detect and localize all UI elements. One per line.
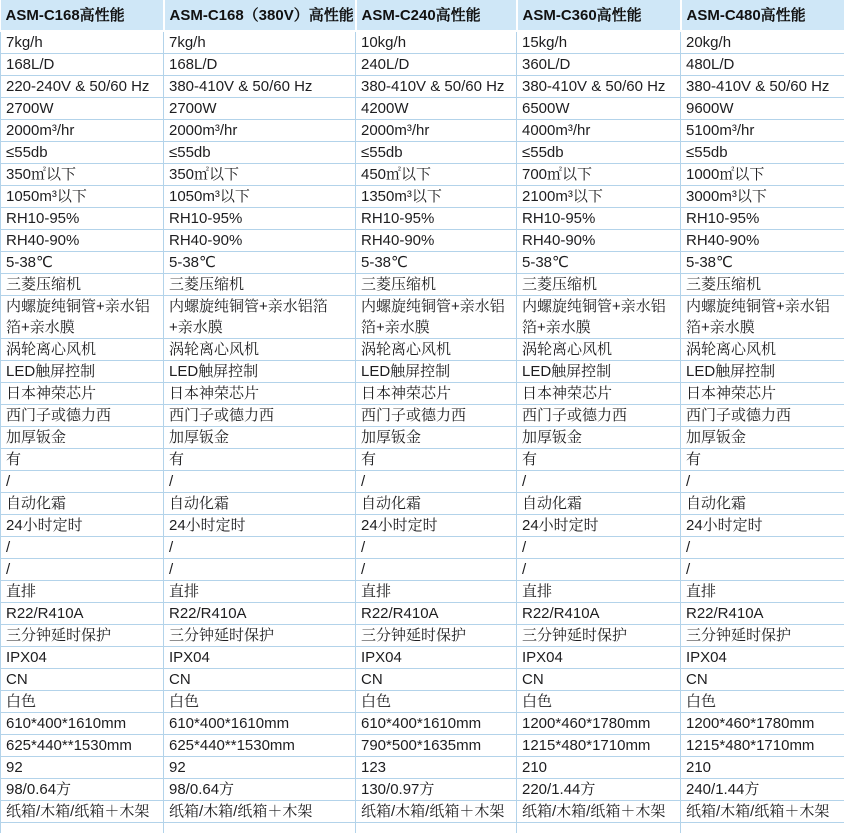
table-cell: 2000m³/hr: [164, 120, 356, 142]
table-cell: 5-38℃: [1, 252, 164, 274]
table-cell: 白色: [1, 691, 164, 713]
table-cell: [356, 823, 517, 833]
table-cell: 2700W: [164, 98, 356, 120]
table-cell: 92: [164, 757, 356, 779]
table-cell: 210: [681, 757, 844, 779]
table-cell: 1050m³以下: [1, 186, 164, 208]
table-cell: 24小时定时: [517, 515, 681, 537]
table-cell: R22/R410A: [1, 603, 164, 625]
table-cell: 内螺旋纯铜管+亲水铝箔+亲水膜: [681, 296, 844, 339]
table-cell: R22/R410A: [164, 603, 356, 625]
table-row: [1, 669, 844, 691]
table-row: [1, 581, 844, 603]
table-cell: 24小时定时: [1, 515, 164, 537]
table-row: [1, 713, 844, 735]
table-cell: 130/0.97方: [356, 779, 517, 801]
table-cell: 日本神荣芯片: [164, 383, 356, 405]
table-cell: /: [1, 559, 164, 581]
table-cell: R22/R410A: [356, 603, 517, 625]
table-cell: 625*440**1530mm: [1, 735, 164, 757]
table-cell: CN: [356, 669, 517, 691]
header-row: [1, 0, 844, 31]
table-cell: /: [517, 559, 681, 581]
table-cell: 5-38℃: [517, 252, 681, 274]
table-cell: IPX04: [681, 647, 844, 669]
table-cell: 有: [164, 449, 356, 471]
table-cell: RH10-95%: [356, 208, 517, 230]
table-cell: ≤55db: [681, 142, 844, 164]
table-cell: 自动化霜: [356, 493, 517, 515]
table-cell: /: [164, 537, 356, 559]
table-cell: 7kg/h: [164, 31, 356, 54]
table-cell: 98/0.64方: [1, 779, 164, 801]
table-cell: RH10-95%: [1, 208, 164, 230]
table-cell: 自动化霜: [681, 493, 844, 515]
table-cell: 直排: [681, 581, 844, 603]
table-cell: 加厚钣金: [517, 427, 681, 449]
table-cell: 380-410V & 50/60 Hz: [356, 76, 517, 98]
table-cell: /: [517, 537, 681, 559]
table-cell: RH40-90%: [517, 230, 681, 252]
column-header: ASM-C360高性能: [517, 0, 681, 31]
table-cell: 涡轮离心风机: [1, 339, 164, 361]
table-row: [1, 801, 844, 823]
table-cell: [517, 823, 681, 833]
table-row: [1, 31, 844, 54]
table-cell: 15kg/h: [517, 31, 681, 54]
table-row: [1, 625, 844, 647]
table-cell: 610*400*1610mm: [164, 713, 356, 735]
table-cell: /: [681, 537, 844, 559]
table-cell: 20kg/h: [681, 31, 844, 54]
table-cell: 168L/D: [164, 54, 356, 76]
table-cell: 西门子或德力西: [681, 405, 844, 427]
table-cell: 加厚钣金: [164, 427, 356, 449]
table-cell: ≤55db: [356, 142, 517, 164]
table-cell: 内螺旋纯铜管+亲水铝箔+亲水膜: [517, 296, 681, 339]
table-cell: /: [164, 559, 356, 581]
table-cell: 白色: [356, 691, 517, 713]
table-cell: CN: [517, 669, 681, 691]
table-cell: /: [356, 537, 517, 559]
table-row: [1, 361, 844, 383]
table-row: [1, 757, 844, 779]
table-cell: 内螺旋纯铜管+亲水铝箔+亲水膜: [356, 296, 517, 339]
table-cell: RH40-90%: [356, 230, 517, 252]
table-cell: 5-38℃: [356, 252, 517, 274]
table-cell: 240L/D: [356, 54, 517, 76]
table-cell: 168L/D: [1, 54, 164, 76]
table-cell: 2000m³/hr: [356, 120, 517, 142]
table-cell: 涡轮离心风机: [681, 339, 844, 361]
table-cell: 450㎡以下: [356, 164, 517, 186]
table-cell: 1215*480*1710mm: [681, 735, 844, 757]
table-cell: LED触屏控制: [356, 361, 517, 383]
table-cell: 480L/D: [681, 54, 844, 76]
table-cell: 直排: [517, 581, 681, 603]
table-cell: 6500W: [517, 98, 681, 120]
table-cell: 三菱压缩机: [1, 274, 164, 296]
table-cell: RH10-95%: [517, 208, 681, 230]
column-header: ASM-C240高性能: [356, 0, 517, 31]
table-cell: 三菱压缩机: [356, 274, 517, 296]
table-cell: 380-410V & 50/60 Hz: [164, 76, 356, 98]
table-cell: 有: [517, 449, 681, 471]
table-cell: 24小时定时: [681, 515, 844, 537]
table-cell: 1000㎡以下: [681, 164, 844, 186]
table-row: [1, 779, 844, 801]
table-cell: 10kg/h: [356, 31, 517, 54]
table-cell: LED触屏控制: [517, 361, 681, 383]
table-row: [1, 559, 844, 581]
table-row: [1, 449, 844, 471]
table-cell: RH10-95%: [681, 208, 844, 230]
column-header: ASM-C168（380V）高性能: [164, 0, 356, 31]
table-cell: 自动化霜: [164, 493, 356, 515]
table-cell: [681, 823, 844, 833]
table-row: [1, 142, 844, 164]
table-row: [1, 120, 844, 142]
table-cell: 内螺旋纯铜管+亲水铝箔+亲水膜: [1, 296, 164, 339]
table-cell: 西门子或德力西: [517, 405, 681, 427]
table-row: [1, 691, 844, 713]
table-cell: 92: [1, 757, 164, 779]
table-cell: 日本神荣芯片: [356, 383, 517, 405]
table-cell: 三分钟延时保护: [1, 625, 164, 647]
table-row: [1, 274, 844, 296]
table-cell: 360L/D: [517, 54, 681, 76]
table-row: [1, 647, 844, 669]
table-cell: 加厚钣金: [356, 427, 517, 449]
table-cell: 三菱压缩机: [164, 274, 356, 296]
table-cell: 350㎡以下: [164, 164, 356, 186]
table-cell: 自动化霜: [517, 493, 681, 515]
table-cell: 涡轮离心风机: [517, 339, 681, 361]
table-cell: 123: [356, 757, 517, 779]
table-cell: RH10-95%: [164, 208, 356, 230]
table-row: [1, 208, 844, 230]
table-cell: 700㎡以下: [517, 164, 681, 186]
table-cell: 纸箱/木箱/纸箱＋木架: [517, 801, 681, 823]
table-cell: 纸箱/木箱/纸箱＋木架: [164, 801, 356, 823]
table-cell: 790*500*1635mm: [356, 735, 517, 757]
table-cell: 240/1.44方: [681, 779, 844, 801]
table-cell: 380-410V & 50/60 Hz: [681, 76, 844, 98]
table-cell: 4000m³/hr: [517, 120, 681, 142]
table-cell: 4200W: [356, 98, 517, 120]
table-cell: 三菱压缩机: [681, 274, 844, 296]
table-row: [1, 493, 844, 515]
table-row: [1, 515, 844, 537]
table-cell: 西门子或德力西: [1, 405, 164, 427]
empty-row: [1, 823, 844, 833]
table-row: [1, 383, 844, 405]
table-cell: 1350m³以下: [356, 186, 517, 208]
table-cell: /: [164, 471, 356, 493]
table-cell: 直排: [1, 581, 164, 603]
table-cell: 350㎡以下: [1, 164, 164, 186]
spec-table-header: [1, 0, 844, 31]
column-header: ASM-C480高性能: [681, 0, 844, 31]
table-cell: 有: [356, 449, 517, 471]
table-cell: [1, 823, 164, 833]
table-cell: 2000m³/hr: [1, 120, 164, 142]
table-cell: 有: [681, 449, 844, 471]
table-cell: 220-240V & 50/60 Hz: [1, 76, 164, 98]
table-cell: LED触屏控制: [164, 361, 356, 383]
table-cell: 1050m³以下: [164, 186, 356, 208]
table-row: [1, 186, 844, 208]
table-cell: 西门子或德力西: [164, 405, 356, 427]
table-row: [1, 339, 844, 361]
table-row: [1, 230, 844, 252]
table-cell: 白色: [681, 691, 844, 713]
table-cell: /: [1, 537, 164, 559]
table-cell: ≤55db: [1, 142, 164, 164]
table-row: [1, 54, 844, 76]
column-header: ASM-C168高性能: [1, 0, 164, 31]
table-cell: 2100m³以下: [517, 186, 681, 208]
table-cell: 涡轮离心风机: [164, 339, 356, 361]
table-cell: [164, 823, 356, 833]
table-cell: CN: [164, 669, 356, 691]
table-cell: 有: [1, 449, 164, 471]
table-cell: 三分钟延时保护: [356, 625, 517, 647]
table-row: [1, 471, 844, 493]
table-cell: 西门子或德力西: [356, 405, 517, 427]
table-cell: 610*400*1610mm: [356, 713, 517, 735]
table-cell: 5100m³/hr: [681, 120, 844, 142]
table-cell: CN: [1, 669, 164, 691]
table-cell: 自动化霜: [1, 493, 164, 515]
table-cell: 加厚钣金: [1, 427, 164, 449]
table-cell: 白色: [164, 691, 356, 713]
table-cell: 7kg/h: [1, 31, 164, 54]
table-cell: 三菱压缩机: [517, 274, 681, 296]
table-cell: IPX04: [164, 647, 356, 669]
table-cell: 三分钟延时保护: [517, 625, 681, 647]
table-row: [1, 603, 844, 625]
table-cell: LED触屏控制: [681, 361, 844, 383]
table-row: [1, 252, 844, 274]
spec-table-body: [1, 31, 844, 833]
table-cell: 内螺旋纯铜管+亲水铝箔+亲水膜: [164, 296, 356, 339]
table-cell: RH40-90%: [681, 230, 844, 252]
table-row: [1, 405, 844, 427]
table-cell: 日本神荣芯片: [1, 383, 164, 405]
table-cell: 380-410V & 50/60 Hz: [517, 76, 681, 98]
table-cell: /: [517, 471, 681, 493]
table-cell: 日本神荣芯片: [681, 383, 844, 405]
table-cell: RH40-90%: [1, 230, 164, 252]
table-cell: 625*440**1530mm: [164, 735, 356, 757]
table-cell: R22/R410A: [517, 603, 681, 625]
table-cell: 98/0.64方: [164, 779, 356, 801]
table-cell: /: [356, 559, 517, 581]
table-cell: IPX04: [517, 647, 681, 669]
table-cell: 1200*460*1780mm: [681, 713, 844, 735]
table-row: [1, 164, 844, 186]
table-cell: 9600W: [681, 98, 844, 120]
table-cell: 5-38℃: [164, 252, 356, 274]
table-cell: 24小时定时: [356, 515, 517, 537]
table-cell: 3000m³以下: [681, 186, 844, 208]
table-row: [1, 76, 844, 98]
table-cell: 2700W: [1, 98, 164, 120]
table-row: [1, 537, 844, 559]
table-row: [1, 427, 844, 449]
table-cell: /: [1, 471, 164, 493]
table-cell: 白色: [517, 691, 681, 713]
table-cell: 纸箱/木箱/纸箱＋木架: [356, 801, 517, 823]
table-row: [1, 98, 844, 120]
table-cell: /: [681, 559, 844, 581]
table-cell: 5-38℃: [681, 252, 844, 274]
table-cell: 1200*460*1780mm: [517, 713, 681, 735]
table-cell: 加厚钣金: [681, 427, 844, 449]
table-cell: 220/1.44方: [517, 779, 681, 801]
table-cell: 纸箱/木箱/纸箱＋木架: [681, 801, 844, 823]
table-cell: 1215*480*1710mm: [517, 735, 681, 757]
table-cell: 三分钟延时保护: [681, 625, 844, 647]
table-cell: 直排: [164, 581, 356, 603]
table-cell: 涡轮离心风机: [356, 339, 517, 361]
table-cell: /: [681, 471, 844, 493]
table-cell: 纸箱/木箱/纸箱＋木架: [1, 801, 164, 823]
table-cell: CN: [681, 669, 844, 691]
table-row: [1, 296, 844, 339]
table-cell: 24小时定时: [164, 515, 356, 537]
table-cell: RH40-90%: [164, 230, 356, 252]
table-cell: IPX04: [356, 647, 517, 669]
table-cell: 610*400*1610mm: [1, 713, 164, 735]
table-cell: 210: [517, 757, 681, 779]
table-cell: ≤55db: [164, 142, 356, 164]
table-cell: IPX04: [1, 647, 164, 669]
table-row: [1, 735, 844, 757]
table-cell: ≤55db: [517, 142, 681, 164]
table-cell: R22/R410A: [681, 603, 844, 625]
table-cell: 直排: [356, 581, 517, 603]
table-cell: 日本神荣芯片: [517, 383, 681, 405]
table-cell: 三分钟延时保护: [164, 625, 356, 647]
table-cell: /: [356, 471, 517, 493]
table-cell: LED触屏控制: [1, 361, 164, 383]
